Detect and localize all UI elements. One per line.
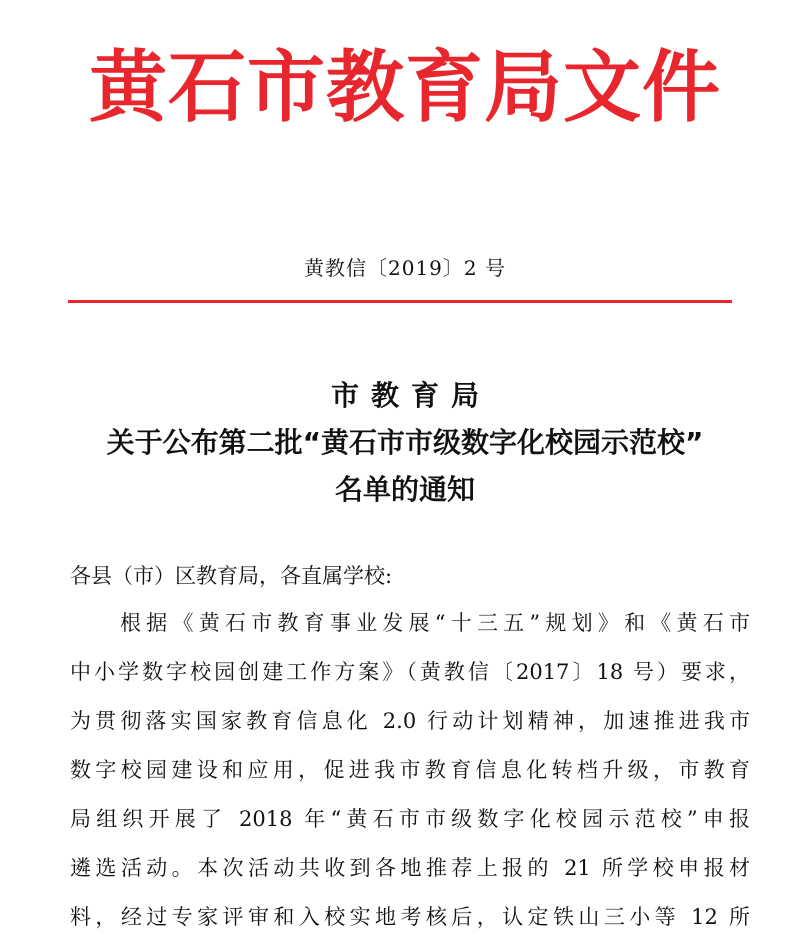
salutation: 各县（市）区教育局，各直属学校: <box>70 564 393 588</box>
title-line-2: 关于公布第二批“黄石市市级数字化校园示范校” <box>106 426 704 459</box>
body-line: 数字校园建设和应用，促进我市教育信息化转档升级，市教育 <box>70 758 750 782</box>
title-line-3: 名单的通知 <box>334 473 475 506</box>
body-paragraph <box>70 603 750 946</box>
body-line: 料，经过专家评审和入校实地考核后，认定铁山三小等 12 所 <box>70 905 750 929</box>
title-line-1: 市教育局 <box>330 379 491 412</box>
document-title <box>0 372 810 513</box>
document-masthead: 黄石市教育局文件 <box>88 43 721 133</box>
body-line: 局组织开展了 2018 年“黄石市市级数字化校园示范校”申报 <box>70 807 750 831</box>
document-number: 黄教信〔2019〕2 号 <box>304 256 506 280</box>
body-line: 遴选活动。本次活动共收到各地推荐上报的 21 所学校申报材 <box>70 856 750 880</box>
body-line: 根据《黄石市教育事业发展“十三五”规划》和《黄石市 <box>120 611 750 635</box>
body-line: 为贯彻落实国家教育信息化 2.0 行动计划精神，加速推进我市 <box>70 709 750 733</box>
body-line: 中小学数字校园创建工作方案》（黄教信〔2017〕18 号）要求， <box>70 660 750 684</box>
red-divider-line <box>68 300 732 303</box>
